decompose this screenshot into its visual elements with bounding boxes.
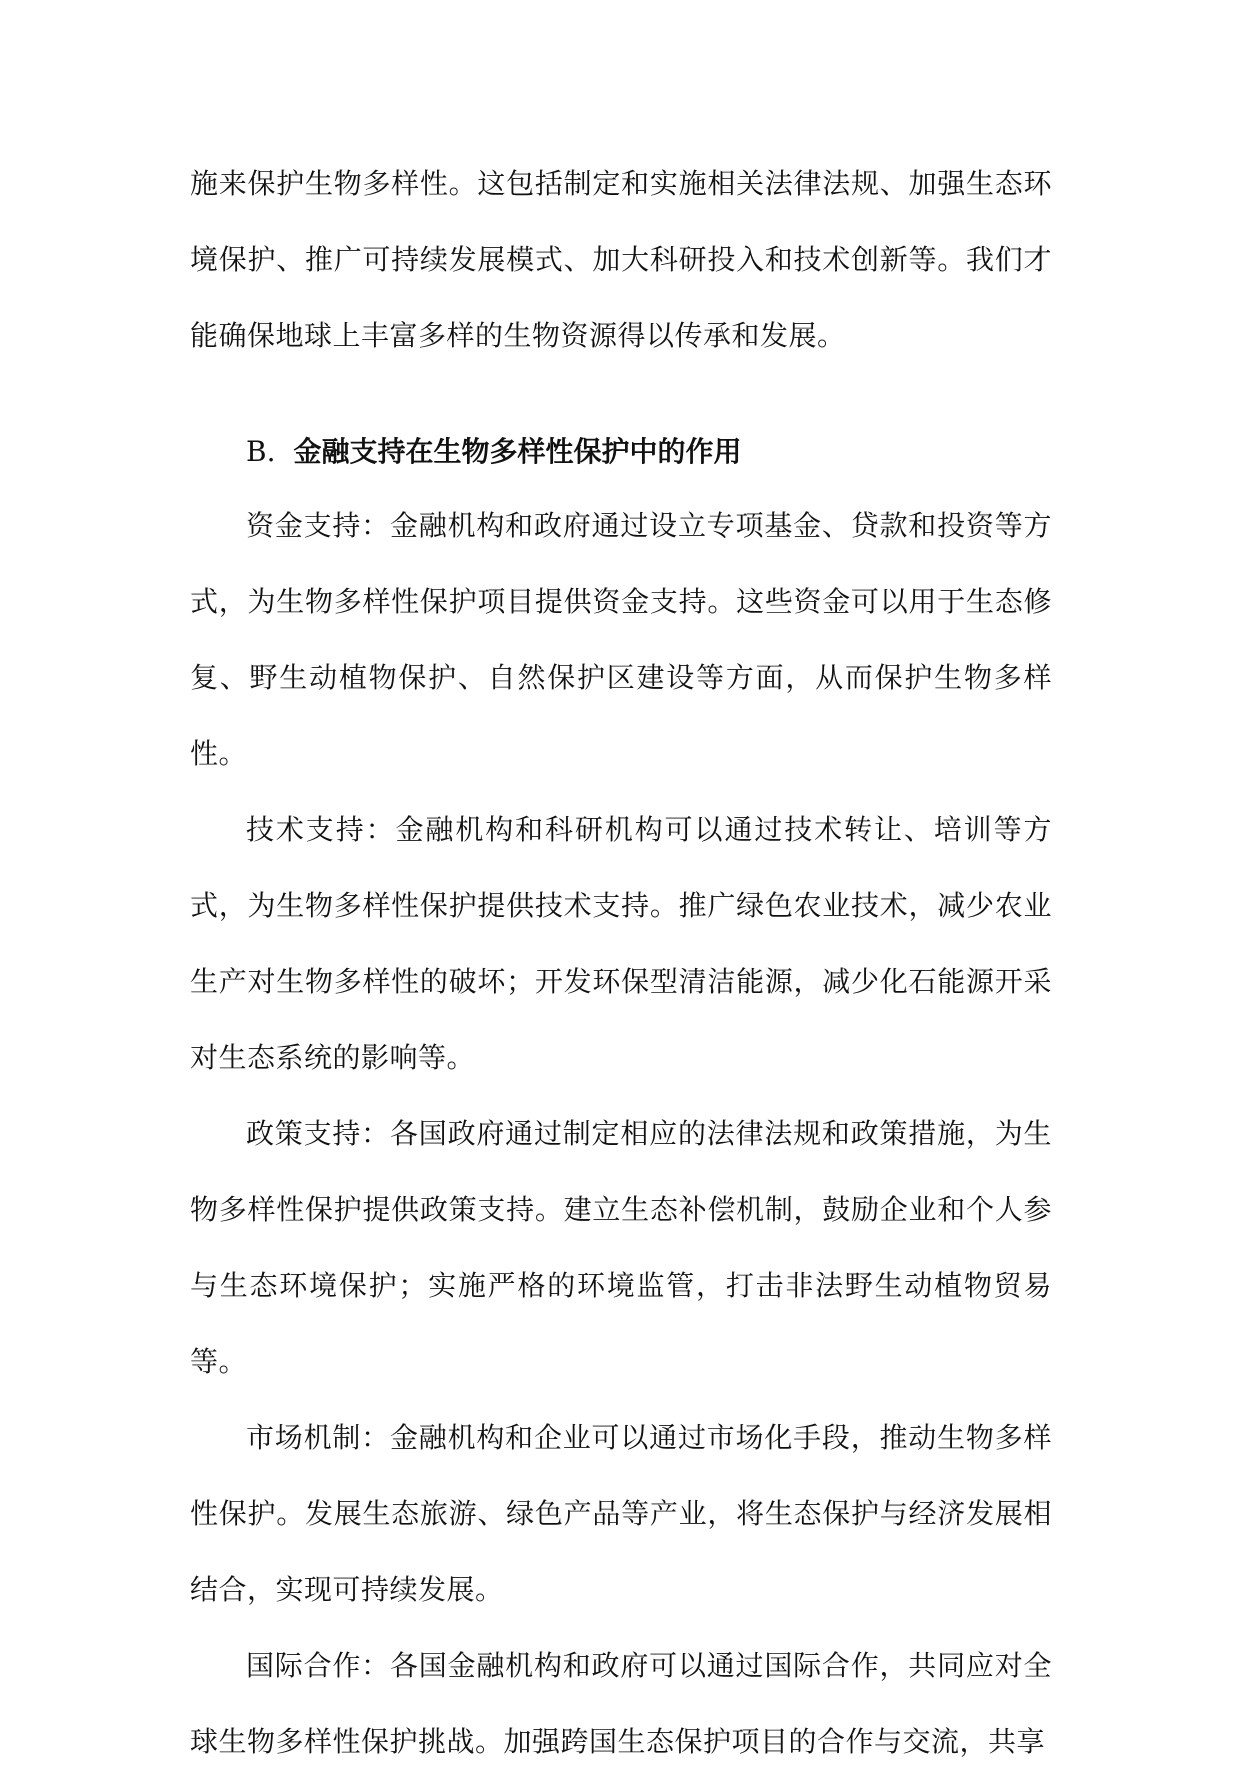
continuation-paragraph: 施来保护生物多样性。这包括制定和实施相关法律法规、加强生态环境保护、推广可持续发展模式、加大科研投入和技术创新等。我们才能确保地球上丰富多样的生物资源得以传承和发展。 [190, 167, 1052, 352]
paragraph-international-cooperation: 国际合作：各国金融机构和政府可以通过国际合作，共同应对全球生物多样性保护挑战。加强跨国生态保护项目的合作与交流，共享 [190, 1649, 1052, 1758]
paragraph-market-mechanism: 市场机制：金融机构和企业可以通过市场化手段，推动生物多样性保护。发展生态旅游、绿色产品等产业，将生态保护与经济发展相结合，实现可持续发展。 [190, 1421, 1052, 1606]
paragraph-policy-support: 政策支持：各国政府通过制定相应的法律法规和政策措施，为生物多样性保护提供政策支持。建立生态补偿机制，鼓励企业和个人参与生态环境保护；实施严格的环境监管，打击非法野生动植物贸易等。 [190, 1117, 1052, 1378]
section-number: B. [246, 435, 276, 468]
section-title: 金融支持在生物多样性保护中的作用 [293, 435, 742, 468]
paragraph-technical-support: 技术支持：金融机构和科研机构可以通过技术转让、培训等方式，为生物多样性保护提供技术支持。推广绿色农业技术，减少农业生产对生物多样性的破坏；开发环保型清洁能源，减少化石能源开采对生态系统的影响等。 [190, 813, 1052, 1074]
section-heading [190, 420, 1052, 484]
document-body [190, 146, 1052, 1780]
paragraph-funding-support: 资金支持：金融机构和政府通过设立专项基金、贷款和投资等方式，为生物多样性保护项目提供资金支持。这些资金可以用于生态修复、野生动植物保护、自然保护区建设等方面，从而保护生物多样性。 [190, 509, 1052, 770]
